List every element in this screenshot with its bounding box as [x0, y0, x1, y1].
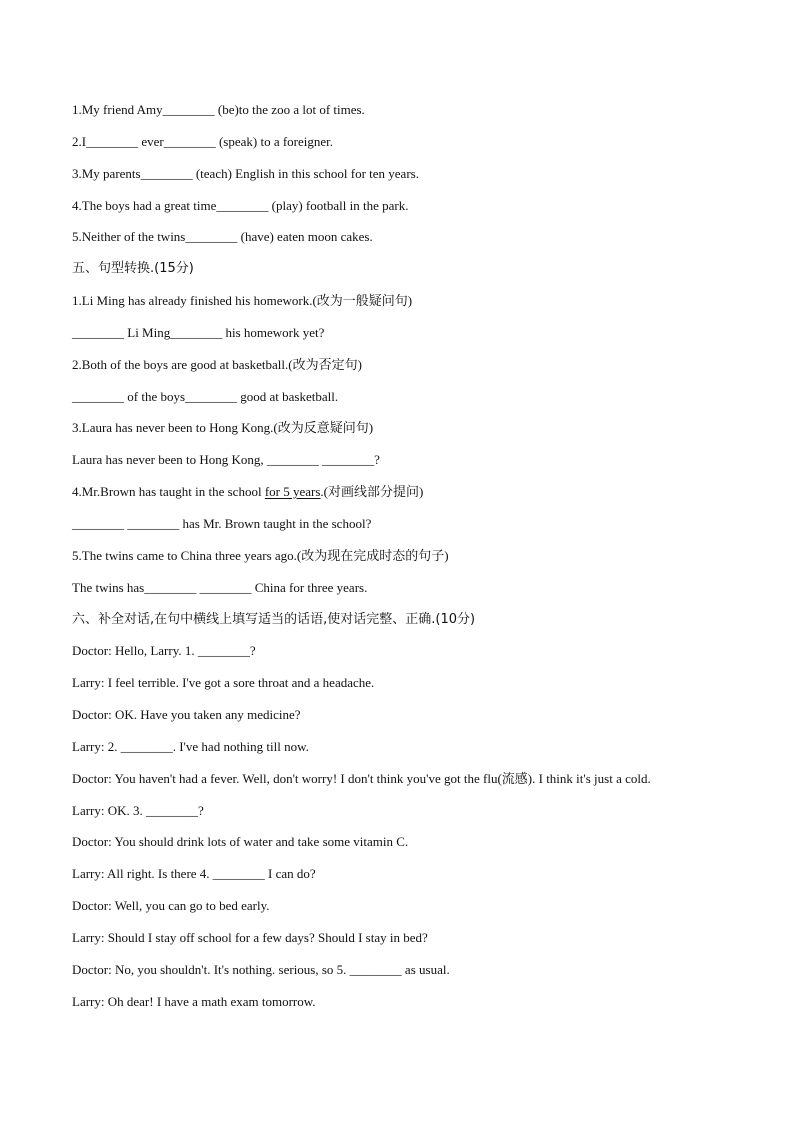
- section-5-question-3: 3.Laura has never been to Hong Kong.(改为反意疑问句): [72, 420, 374, 436]
- section-6-heading: 六、补全对话,在句中横线上填写适当的话语,使对话完整、正确.(10分): [72, 611, 476, 627]
- worksheet-page: [72, 100, 732, 1023]
- section-5-answer-3: Laura has never been to Hong Kong, ________ ________?: [72, 452, 380, 468]
- question-4-4: 4.The boys had a great time________ (play) football in the park.: [72, 197, 409, 213]
- dialogue-line: Doctor: OK. Have you taken any medicine?: [72, 707, 301, 723]
- section-5-question-4-after: .(对画线部分提问): [320, 484, 424, 500]
- dialogue-line: Doctor: No, you shouldn't. It's nothing. serious, so 5. ________ as usual.: [72, 961, 450, 977]
- dialogue-line: Larry: Should I stay off school for a few days? Should I stay in bed?: [72, 929, 428, 945]
- question-4-2: 2.I________ ever________ (speak) to a foreigner.: [72, 133, 334, 149]
- question-4-5: 5.Neither of the twins________ (have) eaten moon cakes.: [72, 229, 373, 245]
- dialogue-line: Doctor: Well, you can go to bed early.: [72, 898, 270, 914]
- underlined-phrase: for 5 years: [264, 484, 321, 500]
- dialogue-line: Larry: I feel terrible. I've got a sore throat and a headache.: [72, 675, 375, 691]
- question-4-3: 3.My parents________ (teach) English in this school for ten years.: [72, 165, 419, 181]
- section-5-answer-1: ________ Li Ming________ his homework yet?: [72, 324, 325, 340]
- section-5-answer-4: ________ ________ has Mr. Brown taught in the school?: [72, 515, 372, 531]
- section-5-question-4-before: 4.Mr.Brown has taught in the school: [72, 484, 265, 500]
- dialogue-line: Larry: 2. ________. I've had nothing till now.: [72, 738, 309, 754]
- section-5-heading: 五、句型转换.(15分): [72, 261, 194, 277]
- section-5-answer-5: The twins has________ ________ China for three years.: [72, 579, 368, 595]
- dialogue-line: Doctor: You should drink lots of water and take some vitamin C.: [72, 834, 409, 850]
- dialogue-line: Doctor: Hello, Larry. 1. ________?: [72, 643, 256, 659]
- dialogue-line: Doctor: You haven't had a fever. Well, don't worry! I don't think you've got the flu(流感). I think it's just a cold.: [72, 770, 651, 786]
- dialogue-line: Larry: Oh dear! I have a math exam tomorrow.: [72, 993, 316, 1009]
- section-5-question-4: [72, 482, 732, 514]
- section-5-question-1: 1.Li Ming has already finished his homework.(改为一般疑问句): [72, 293, 413, 309]
- section-5-question-2: 2.Both of the boys are good at basketball.(改为否定句): [72, 356, 362, 372]
- section-5-question-5: 5.The twins came to China three years ago.(改为现在完成时态的句子): [72, 547, 449, 563]
- question-4-1: 1.My friend Amy________ (be)to the zoo a lot of times.: [72, 102, 365, 117]
- dialogue-line: Larry: OK. 3. ________?: [72, 802, 204, 818]
- dialogue-line: Larry: All right. Is there 4. ________ I can do?: [72, 866, 316, 882]
- section-5-answer-2: ________ of the boys________ good at basketball.: [72, 388, 339, 404]
